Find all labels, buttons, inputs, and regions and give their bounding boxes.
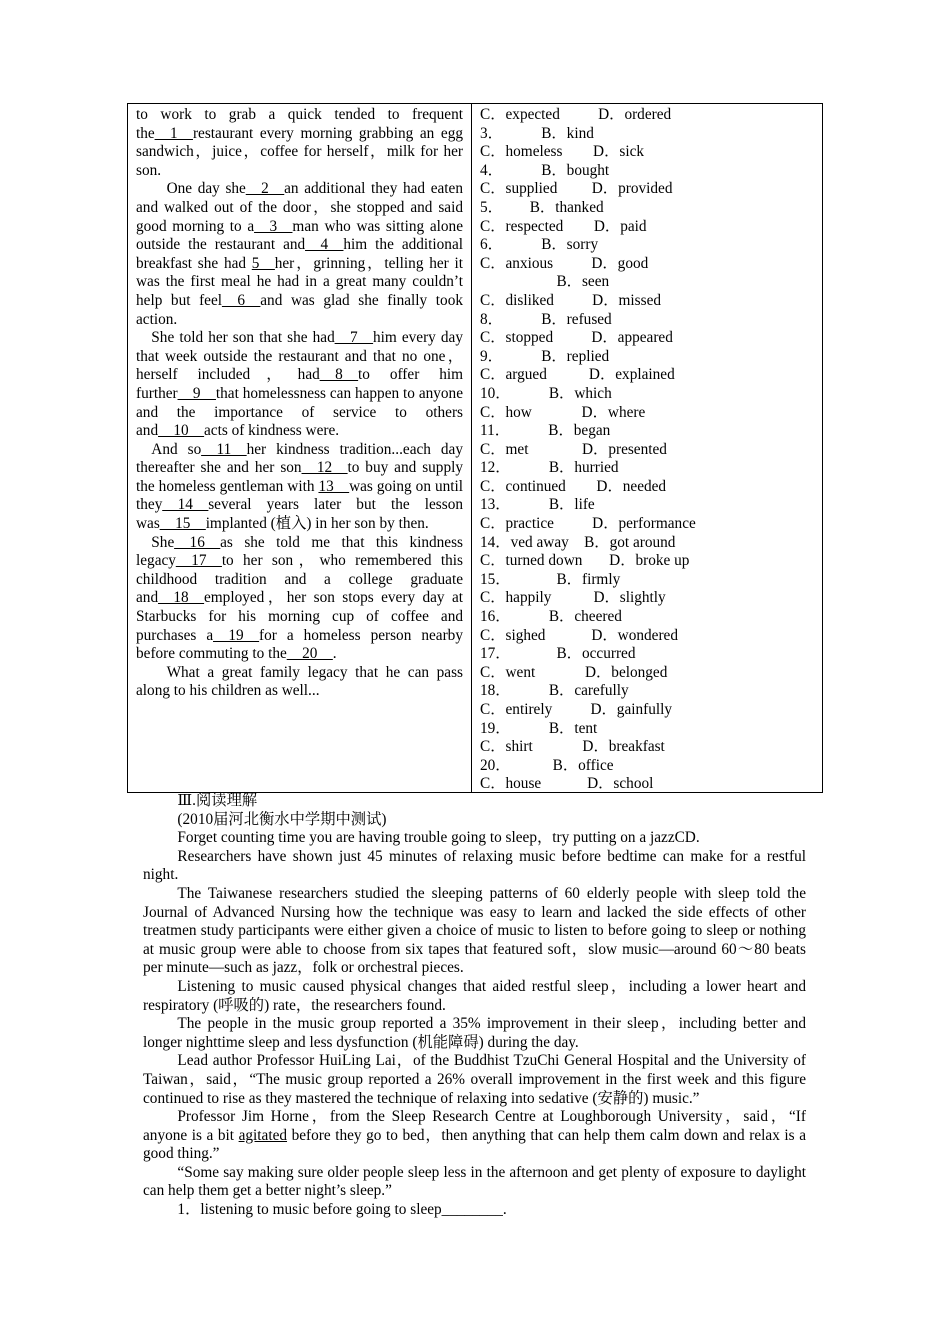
- option-line: C．stopped D．appeared: [480, 329, 673, 347]
- option-line: C．how D．where: [480, 403, 646, 421]
- passage-text: that homelessness can happen to anyone and the importance of service to others and: [136, 384, 463, 440]
- blank-number: __2__: [245, 180, 285, 198]
- reading-text: The Taiwanese researchers studied the sleeping patterns of 60 elderly people with sleep told the Journal of Advanced Nursing how the technique was easy to learn and lacked the side effects of other treatmen study participants were either given a choice of music to listen to before going to sleep or nothing at music group were able to choose from six tapes that featured soft，slow music—around 60～80 beats per minute—such as jazz，folk or orchestral pieces.: [143, 884, 806, 977]
- blank-number: __15__: [159, 515, 206, 533]
- reading-text: 1．listening to music before going to sleep________.: [177, 1201, 507, 1219]
- reading-text: Lead author Professor HuiLing Lai，of the Buddhist TzuChi General Hospital and the University of Taiwan，said，“The music group reported a 26% overall improvement in the first week and this figure continued to rise as they mastered the technique of relaxing into sedative (安静的) music.”: [143, 1052, 806, 1107]
- reading-text: Professor Jim Horne，from the Sleep Research Centre at Loughborough University，said，“If anyone is a bit: [143, 1108, 806, 1144]
- reading-text: Listening to music caused physical changes that aided restful sleep，including a lower heart and respiratory (呼吸的) rate，the researchers found.: [143, 977, 806, 1014]
- option-line: 13． B．life: [480, 496, 595, 514]
- blank-number: __9__: [177, 384, 216, 402]
- passage-paragraph: [136, 180, 463, 329]
- cloze-table: [127, 103, 823, 793]
- blank-number: __8__: [319, 366, 359, 384]
- reading-paragraph: [143, 829, 806, 848]
- passage-text: her kindness tradition...each day thereafter she and her son: [136, 440, 463, 477]
- passage-text: was going on until they: [136, 477, 463, 514]
- passage-text: him every day that week outside the restaurant and that no one，herself included，had: [136, 329, 463, 384]
- blank-number: __7__: [334, 329, 373, 347]
- passage-text: She told her son that she had: [151, 329, 335, 347]
- passage-text: to work to grab a quick tended to frequent the: [136, 106, 463, 142]
- passage-text: .: [332, 645, 337, 663]
- reading-section: [143, 792, 806, 1220]
- reading-paragraph: [143, 1015, 806, 1052]
- passage-text: several years later but the lesson was: [136, 496, 463, 533]
- underlined-word: agitated: [238, 1126, 288, 1144]
- blank-number: __6__: [222, 291, 261, 309]
- option-line: 17． B．occurred: [480, 645, 636, 663]
- reading-text: (2010届河北衡水中学期中测试): [177, 810, 387, 828]
- cloze-passage: [136, 106, 463, 701]
- blank-number: __1__: [154, 124, 193, 142]
- option-line: B．seen: [480, 273, 610, 291]
- passage-text: an additional they had eaten and walked out of the door，she stopped and said good morning to a: [136, 180, 463, 235]
- option-line: 5． B．thanked: [480, 198, 604, 216]
- passage-text: implanted (植入) in her son by then.: [205, 515, 429, 533]
- blank-number: __18__: [158, 589, 204, 607]
- option-line: C．argued D．explained: [480, 366, 675, 384]
- blank-number: __19__: [213, 626, 259, 644]
- reading-paragraph: [143, 811, 806, 830]
- option-line: 9． B．replied: [480, 347, 610, 365]
- option-line: C．sighed D．wondered: [480, 626, 678, 644]
- option-line: 15． B．firmly: [480, 570, 621, 588]
- option-line: C．shirt D．breakfast: [480, 738, 665, 756]
- passage-text: acts of kindness were.: [203, 422, 340, 440]
- option-line: C．went D．belonged: [480, 663, 668, 681]
- reading-text: “Some say making sure older people sleep less in the afternoon and get plenty of exposure to daylight can help them get a better night’s sleep.”: [143, 1163, 806, 1200]
- blank-number: __17__: [175, 552, 222, 570]
- passage-text: And so: [151, 440, 202, 458]
- option-line: C．happily D．slightly: [480, 589, 666, 607]
- reading-text: Researchers have shown just 45 minutes of relaxing music before bedtime can make for a restful night.: [143, 847, 806, 884]
- option-line: 16． B．cheered: [480, 608, 622, 626]
- passage-text: restaurant every morning grabbing an egg sandwich，juice，coffee for herself，milk for her son.: [136, 124, 463, 179]
- blank-number: __10__: [158, 422, 204, 440]
- reading-paragraph: [143, 885, 806, 978]
- option-line: 4． B．bought: [480, 161, 610, 179]
- passage-text: to buy and supply the homeless gentleman with: [136, 459, 463, 495]
- cloze-options: [480, 106, 816, 794]
- reading-text: before they go to bed，then anything that can help them calm down and relax is a good thing.”: [143, 1126, 806, 1163]
- passage-text: to offer him further: [136, 366, 463, 402]
- passage-paragraph: [136, 664, 463, 701]
- passage-text: employed，her son stops every day at Starbucks for his morning cup of coffee and purchases a: [136, 589, 463, 644]
- option-line: C．practice D．performance: [480, 515, 696, 533]
- passage-text: One day she: [166, 180, 246, 198]
- passage-text: She: [151, 533, 175, 551]
- column-divider: [471, 104, 472, 792]
- passage-paragraph: [136, 534, 463, 664]
- option-line: 20． B．office: [480, 756, 614, 774]
- option-line: 8． B．refused: [480, 310, 612, 328]
- option-line: C．homeless D．sick: [480, 143, 645, 161]
- option-line: 12． B．hurried: [480, 459, 619, 477]
- blank-number: __12__: [301, 459, 348, 477]
- option-line: 10． B．which: [480, 384, 612, 402]
- option-line: 11． B．began: [480, 422, 611, 440]
- option-line: C．met D．presented: [480, 440, 667, 458]
- reading-paragraph: [143, 1201, 806, 1220]
- option-line: C．continued D．needed: [480, 477, 667, 495]
- blank-number: __4__: [305, 236, 344, 254]
- blank-number: __16__: [174, 533, 221, 551]
- blank-number: 13__: [318, 477, 350, 495]
- reading-text: Ⅲ.阅读理解: [177, 792, 258, 809]
- option-line: 6． B．sorry: [480, 236, 599, 254]
- option-line: 19． B．tent: [480, 719, 598, 737]
- reading-paragraph: [143, 848, 806, 885]
- passage-paragraph: [136, 329, 463, 441]
- option-line: C．house D．school: [480, 775, 654, 793]
- reading-text: The people in the music group reported a 35% improvement in their sleep，including better and longer nighttime sleep and less dysfunction (机能障碍) during the day.: [143, 1015, 806, 1051]
- blank-number: 5__: [251, 254, 275, 272]
- passage-text: What a great family legacy that he can pass along to his children as well...: [136, 663, 463, 700]
- passage-text: him the additional breakfast she had: [136, 236, 463, 272]
- option-line: C．turned down D．broke up: [480, 552, 690, 570]
- option-line: 18． B．carefully: [480, 682, 629, 700]
- option-line: C．disliked D．missed: [480, 291, 662, 309]
- passage-text: and was glad she finally took action.: [136, 291, 463, 328]
- option-line: 3． B．kind: [480, 124, 594, 142]
- reading-text: Forget counting time you are having trouble going to sleep，try putting on a jazzCD.: [177, 829, 700, 847]
- passage-text: to her son，who remembered this childhood tradition and a college graduate and: [136, 552, 463, 607]
- option-line: C．respected D．paid: [480, 217, 647, 235]
- passage-paragraph: [136, 106, 463, 180]
- passage-text: man who was sitting alone outside the restaurant and: [136, 217, 463, 254]
- reading-paragraph: [143, 1164, 806, 1201]
- reading-paragraph: [143, 792, 806, 811]
- passage-paragraph: [136, 441, 463, 534]
- blank-number: __3__: [254, 217, 293, 235]
- blank-number: __11__: [201, 440, 247, 458]
- option-line: C．anxious D．good: [480, 254, 649, 272]
- option-line: C．entirely D．gainfully: [480, 701, 673, 718]
- reading-paragraph: [143, 978, 806, 1015]
- passage-text: for a homeless person nearby before commuting to the: [136, 626, 463, 663]
- option-line: 14．ved away B．got around: [480, 533, 676, 551]
- blank-number: __14__: [162, 496, 209, 514]
- reading-paragraph: [143, 1052, 806, 1108]
- option-line: C．supplied D．provided: [480, 180, 673, 198]
- passage-text: her，grinning，telling her it was the first meal he had in a great many couldn’t help but feel: [136, 254, 463, 309]
- passage-text: as she told me that this kindness legacy: [136, 533, 463, 570]
- blank-number: __20__: [286, 645, 333, 663]
- option-line: C．expected D．ordered: [480, 106, 672, 123]
- reading-paragraph: [143, 1108, 806, 1164]
